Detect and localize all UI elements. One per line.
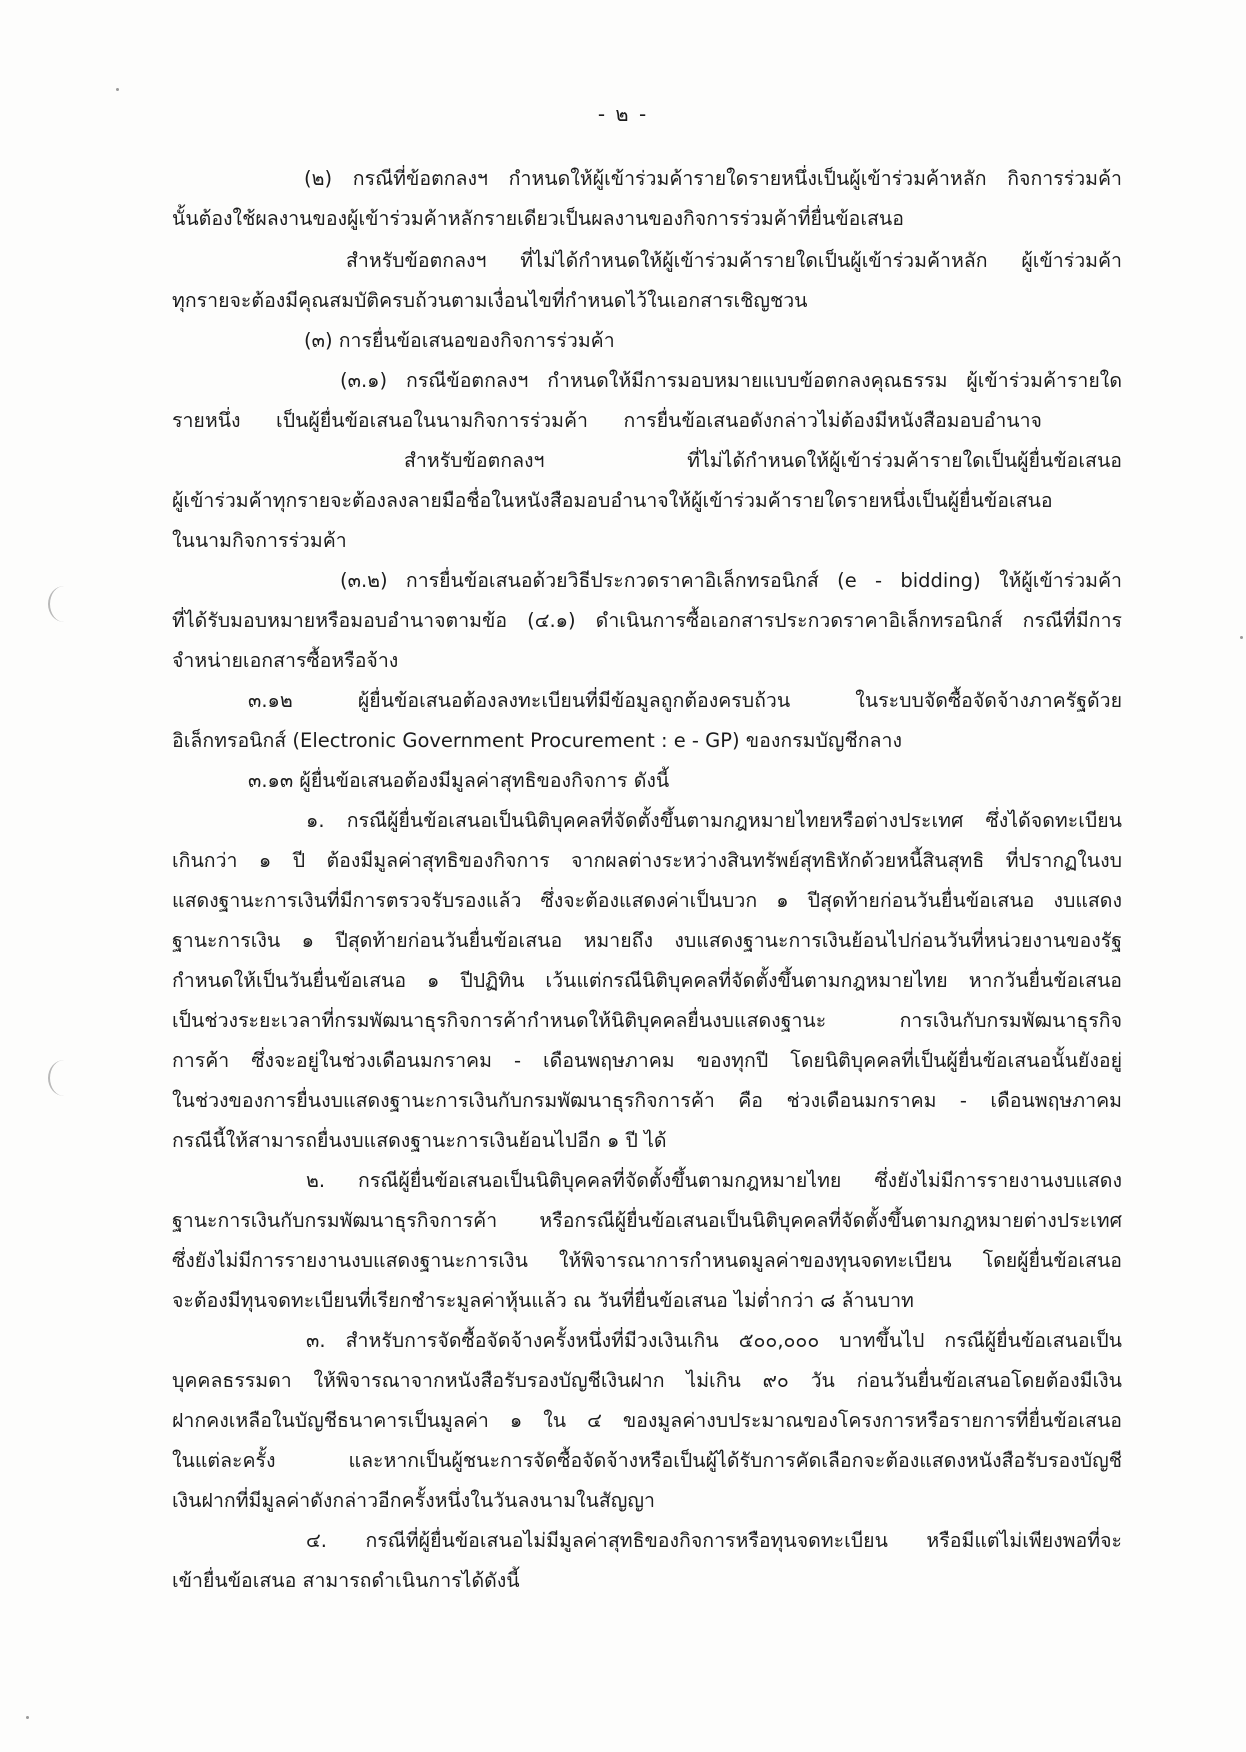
paragraph-line: เกินกว่า ๑ ปี ต้องมีมูลค่าสุทธิของกิจการ จากผลต่างระหว่างสินทรัพย์สุทธิหักด้วยหนี้สินสุทธิ ที่ปรากฏในงบ bbox=[172, 849, 1122, 872]
paragraph-line: ๓. สำหรับการจัดซื้อจัดจ้างครั้งหนึ่งที่มีวงเงินเกิน ๕๐๐,๐๐๐ บาทขึ้นไป กรณีผู้ยื่นข้อเสนอเป็น bbox=[306, 1329, 1122, 1352]
scan-speck bbox=[116, 88, 119, 91]
paragraph-line: สำหรับข้อตกลงฯ ที่ไม่ได้กำหนดให้ผู้เข้าร่วมค้ารายใดเป็นผู้เข้าร่วมค้าหลัก ผู้เข้าร่วมค้า bbox=[346, 249, 1122, 272]
paragraph-line: ฝากคงเหลือในบัญชีธนาคารเป็นมูลค่า ๑ ใน ๔ ของมูลค่างบประมาณของโครงการหรือรายการที่ยื่นข้อเสนอ bbox=[172, 1409, 1122, 1432]
paragraph-line: ทุกรายจะต้องมีคุณสมบัติครบถ้วนตามเงื่อนไขที่กำหนดไว้ในเอกสารเชิญชวน bbox=[172, 289, 808, 312]
paragraph-line: จะต้องมีทุนจดทะเบียนที่เรียกชำระมูลค่าหุ้นแล้ว ณ วันที่ยื่นข้อเสนอ ไม่ต่ำกว่า ๘ ล้านบาท bbox=[172, 1289, 914, 1312]
paragraph-line: กำหนดให้เป็นวันยื่นข้อเสนอ ๑ ปีปฏิทิน เว้นแต่กรณีนิติบุคคลที่จัดตั้งขึ้นตามกฎหมายไทย หากวันยื่นข้อเสนอ bbox=[172, 969, 1122, 992]
paragraph-line: แสดงฐานะการเงินที่มีการตรวจรับรองแล้ว ซึ่งจะต้องแสดงค่าเป็นบวก ๑ ปีสุดท้ายก่อนวันยื่นข้อเสนอ งบแสดง bbox=[172, 889, 1122, 912]
punch-hole-mark bbox=[48, 1060, 80, 1096]
paragraph-line: รายหนึ่ง เป็นผู้ยื่นข้อเสนอในนามกิจการร่วมค้า การยื่นข้อเสนอดังกล่าวไม่ต้องมีหนังสือมอบอำนาจ bbox=[172, 409, 1042, 432]
paragraph-line: (๓) การยื่นข้อเสนอของกิจการร่วมค้า bbox=[304, 329, 615, 352]
paragraph-line: ซึ่งยังไม่มีการรายงานงบแสดงฐานะการเงิน ให้พิจารณาการกำหนดมูลค่าของทุนจดทะเบียน โดยผู้ยื่นข้อเสนอ bbox=[172, 1249, 1122, 1272]
paragraph-line: (๓.๒) การยื่นข้อเสนอด้วยวิธีประกวดราคาอิเล็กทรอนิกส์ (e - bidding) ให้ผู้เข้าร่วมค้า bbox=[340, 569, 1122, 592]
paragraph-line: อิเล็กทรอนิกส์ (Electronic Government Procurement : e - GP) ของกรมบัญชีกลาง bbox=[172, 729, 902, 752]
paragraph-line: ๒. กรณีผู้ยื่นข้อเสนอเป็นนิติบุคคลที่จัดตั้งขึ้นตามกฎหมายไทย ซึ่งยังไม่มีการรายงานงบแสดง bbox=[306, 1169, 1122, 1192]
paragraph-line: จำหน่ายเอกสารซื้อหรือจ้าง bbox=[172, 649, 399, 672]
paragraph-line: ฐานะการเงินกับกรมพัฒนาธุรกิจการค้า หรือกรณีผู้ยื่นข้อเสนอเป็นนิติบุคคลที่จัดตั้งขึ้นตามกฎหมายต่างประเทศ bbox=[172, 1209, 1122, 1232]
paragraph-line: ๓.๑๓ ผู้ยื่นข้อเสนอต้องมีมูลค่าสุทธิของกิจการ ดังนี้ bbox=[248, 769, 670, 792]
paragraph-line: ๓.๑๒ ผู้ยื่นข้อเสนอต้องลงทะเบียนที่มีข้อมูลถูกต้องครบถ้วน ในระบบจัดซื้อจัดจ้างภาครัฐด้วย bbox=[248, 689, 1122, 712]
paragraph-line: การค้า ซึ่งจะอยู่ในช่วงเดือนมกราคม - เดือนพฤษภาคม ของทุกปี โดยนิติบุคคลที่เป็นผู้ยื่นข้อเสนอนั้นยังอยู่ bbox=[172, 1049, 1122, 1072]
paragraph-line: เงินฝากที่มีมูลค่าดังกล่าวอีกครั้งหนึ่งในวันลงนามในสัญญา bbox=[172, 1489, 655, 1512]
paragraph-line: ในช่วงของการยื่นงบแสดงฐานะการเงินกับกรมพัฒนาธุรกิจการค้า คือ ช่วงเดือนมกราคม - เดือนพฤษภาคม bbox=[172, 1089, 1122, 1112]
paragraph-line: (๒) กรณีที่ข้อตกลงฯ กำหนดให้ผู้เข้าร่วมค้ารายใดรายหนึ่งเป็นผู้เข้าร่วมค้าหลัก กิจการร่วมค้า bbox=[304, 167, 1122, 190]
paragraph-line: ในนามกิจการร่วมค้า bbox=[172, 529, 347, 552]
paragraph-line: ที่ได้รับมอบหมายหรือมอบอำนาจตามข้อ (๔.๑) ดำเนินการซื้อเอกสารประกวดราคาอิเล็กทรอนิกส์ กรณีที่มีการ bbox=[172, 609, 1122, 632]
paragraph-line: ในแต่ละครั้ง และหากเป็นผู้ชนะการจัดซื้อจัดจ้างหรือเป็นผู้ได้รับการคัดเลือกจะต้องแสดงหนังสือรับรองบัญชี bbox=[172, 1449, 1122, 1472]
paragraph-line: ๔. กรณีที่ผู้ยื่นข้อเสนอไม่มีมูลค่าสุทธิของกิจการหรือทุนจดทะเบียน หรือมีแต่ไม่เพียงพอที่จะ bbox=[306, 1529, 1122, 1552]
paragraph-line: สำหรับข้อตกลงฯ ที่ไม่ได้กำหนดให้ผู้เข้าร่วมค้ารายใดเป็นผู้ยื่นข้อเสนอ bbox=[404, 449, 1122, 472]
paragraph-line: กรณีนี้ให้สามารถยื่นงบแสดงฐานะการเงินย้อนไปอีก ๑ ปี ได้ bbox=[172, 1129, 667, 1152]
paragraph-line: ผู้เข้าร่วมค้าทุกรายจะต้องลงลายมือชื่อในหนังสือมอบอำนาจให้ผู้เข้าร่วมค้ารายใดรายหนึ่งเป็นผู้ยื่นข้อเสนอ bbox=[172, 489, 1053, 512]
paragraph-line: ฐานะการเงิน ๑ ปีสุดท้ายก่อนวันยื่นข้อเสนอ หมายถึง งบแสดงฐานะการเงินย้อนไปก่อนวันที่หน่วยงานของรัฐ bbox=[172, 929, 1122, 952]
page-number: - ๒ - bbox=[597, 102, 649, 126]
scan-speck bbox=[26, 1716, 29, 1719]
paragraph-line: บุคคลธรรมดา ให้พิจารณาจากหนังสือรับรองบัญชีเงินฝาก ไม่เกิน ๙๐ วัน ก่อนวันยื่นข้อเสนอโดยต้องมีเงิน bbox=[172, 1369, 1122, 1392]
paragraph-line: เป็นช่วงระยะเวลาที่กรมพัฒนาธุรกิจการค้ากำหนดให้นิติบุคคลยื่นงบแสดงฐานะ การเงินกับกรมพัฒนาธุรกิจ bbox=[172, 1009, 1122, 1032]
paragraph-line: (๓.๑) กรณีข้อตกลงฯ กำหนดให้มีการมอบหมายแบบข้อตกลงคุณธรรม ผู้เข้าร่วมค้ารายใด bbox=[340, 369, 1122, 392]
paragraph-line: เข้ายื่นข้อเสนอ สามารถดำเนินการได้ดังนี้ bbox=[172, 1569, 520, 1592]
paragraph-line: ๑. กรณีผู้ยื่นข้อเสนอเป็นนิติบุคคลที่จัดตั้งขึ้นตามกฎหมายไทยหรือต่างประเทศ ซึ่งได้จดทะเบียน bbox=[306, 809, 1122, 832]
scan-speck bbox=[1240, 636, 1243, 639]
paragraph-line: นั้นต้องใช้ผลงานของผู้เข้าร่วมค้าหลักรายเดียวเป็นผลงานของกิจการร่วมค้าที่ยื่นข้อเสนอ bbox=[172, 207, 904, 230]
punch-hole-mark bbox=[48, 586, 80, 622]
